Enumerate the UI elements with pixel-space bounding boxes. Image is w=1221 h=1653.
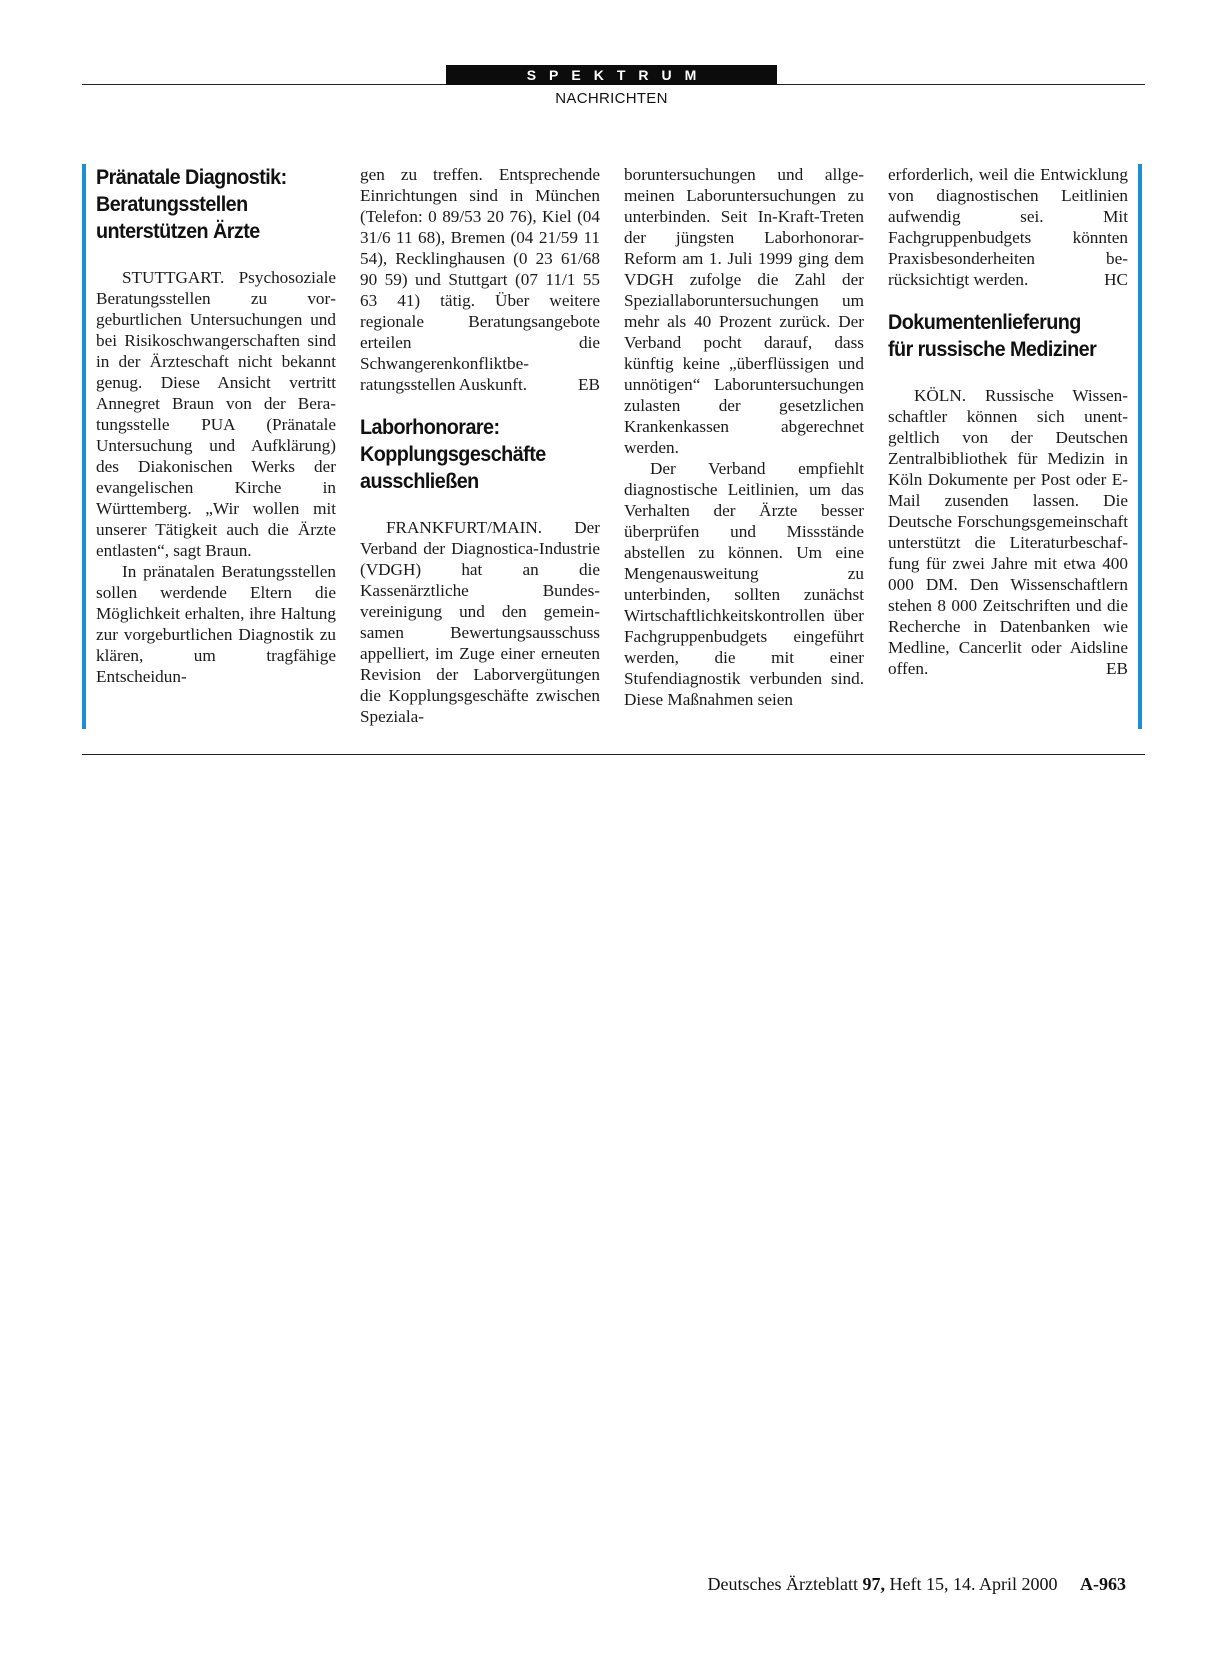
signature-eb-1: EB	[578, 375, 600, 394]
column-4: erforderlich, weil die Entwicklung von diagnostischen Leitlinien aufwendig sei. Mit Fachgruppenbudgets könnten Praxisbesonderheiten berücksichtigt werden. HC Dokumentenlieferung für russische Mediziner KÖLN. Russische Wissenschaftler können sich unentgeltlich von der Deutschen Zentralbibliothek für Medizin in Köln Dokumente per Post oder E-Mail zusenden lassen. Die Deutsche Forschungsgemeinschaft unterstützt die Literaturbeschaffung für zwei Jahre mit etwa 400 000 DM. Den Wissenschaftlern stehen 8 000 Zeitschriften und die Recherche in Datenbanken wie Medline, Cancerlit oder Aidsline offen. EB	[888, 165, 1128, 678]
page-number: A-963	[1080, 1574, 1126, 1594]
page-footer	[708, 1574, 1126, 1595]
column-1: Pränatale Diagnostik: Beratungsstellen unterstützen Ärzte STUTTGART. Psychosoziale Beratungsstellen zu vorgeburtlichen Untersuchungen und bei Risikoschwangerschaften sind in der Ärzteschaft nicht bekannt genug. Diese Ansicht vertritt Annegret Braun von der Beratungsstelle PUA (Pränatale Untersuchung und Aufklärung) des Diakonischen Werks der evangelischen Kirche in Württemberg. „Wir wollen mit unserer Tätigkeit auch die Ärzte entlasten“, sagt Braun. In pränatalen Beratungsstellen sollen werdende Eltern die Möglichkeit erhalten, ihre Haltung zur vorgeburtlichen Diagnostik zu klären, um tragfähige Entscheidun-	[96, 165, 336, 686]
section-label: SPEKTRUM	[446, 65, 777, 85]
accent-bar-left	[82, 164, 86, 729]
accent-bar-right	[1138, 164, 1142, 729]
volume-number: 97,	[862, 1574, 885, 1594]
column-2: gen zu treffen. Entsprechende Einrichtungen sind in München (Telefon: 0 89/53 20 76), Kiel (04 31/6 11 68), Bremen (04 21/59 11 54), Recklinghausen (0 23 61/68 90 59) und Stuttgart (07 11/1 55 63 41) tätig. Über weitere regionale Beratungsangebote erteilen die Schwangerenkonfliktberatungsstellen Auskunft. EB Laborhonorare: Kopplungsgeschäfte ausschließen FRANKFURT/MAIN. Der Verband der Diagnostica-Industrie (VDGH) hat an die Kassenärztliche Bundesvereinigung und den gemeinsamen Bewertungsausschuss appelliert, im Zuge einer erneuten Revision der Laborvergütungen die Kopplungsgeschäfte zwischen Speziala-	[360, 165, 600, 726]
journal-name: Deutsches Ärzteblatt	[707, 1574, 858, 1594]
headline-praenatale: Pränatale Diagnostik: Beratungsstellen unterstützen Ärzte	[96, 165, 287, 243]
column-3: boruntersuchungen und allgemeinen Laboruntersuchungen zu unterbinden. Seit In-Kraft-Treten der jüngsten Laborhonorar-Reform am 1. Juli 1999 ging dem VDGH zufolge die Zahl der Speziallaboruntersuchungen um mehr als 40 Prozent zurück. Der Verband pocht darauf, dass künftig keine „überflüssigen und unnötigen“ Laboruntersuchungen zulasten der gesetzlichen Krankenkassen abgerechnet werden. Der Verband empfiehlt diagnostische Leitlinien, um das Verhalten der Ärzte besser überprüfen und Missstände abstellen zu können. Um eine Mengenausweitung zu unterbinden, sollten zunächst Wirtschaftlichkeitskontrollen über Fachgruppenbudgets eingeführt werden, die mit einer Stufendiagnostik verbunden sind. Diese Maßnahmen seien	[624, 165, 864, 709]
subsection-label: NACHRICHTEN	[555, 90, 668, 107]
headline-laborhonorare: Laborhonorare: Kopplungsgeschäfte ausschließen	[360, 415, 546, 493]
headline-dokumentenlieferung: Dokumentenlieferung für russische Mediziner	[888, 310, 1097, 361]
signature-eb-2: EB	[1106, 659, 1128, 678]
issue-date: Heft 15, 14. April 2000	[889, 1574, 1058, 1594]
content-bottom-rule	[82, 754, 1145, 755]
signature-hc: HC	[1104, 270, 1128, 289]
